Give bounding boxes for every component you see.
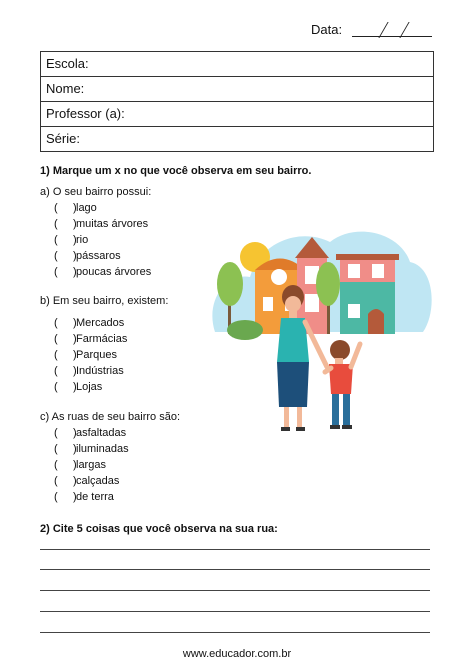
checkbox-paren[interactable]: ( ) xyxy=(54,381,77,393)
option-b-3[interactable]: ( )Parques xyxy=(54,349,117,361)
answer-line-1[interactable] xyxy=(40,549,430,550)
checkbox-paren[interactable]: ( ) xyxy=(54,266,77,278)
date-line[interactable] xyxy=(352,36,432,37)
option-a-5[interactable]: ( )poucas árvores xyxy=(54,266,152,278)
option-c-4[interactable]: ( )calçadas xyxy=(54,475,120,487)
checkbox-paren[interactable]: ( ) xyxy=(54,234,77,246)
grade-field[interactable]: Série: xyxy=(46,131,80,146)
option-c-3[interactable]: ( )largas xyxy=(54,459,106,471)
checkbox-paren[interactable]: ( ) xyxy=(54,218,77,230)
answer-line-2[interactable] xyxy=(40,569,430,570)
neighborhood-illustration xyxy=(205,222,435,437)
footer-website[interactable]: www.educador.com.br xyxy=(182,648,292,660)
checkbox-paren[interactable]: ( ) xyxy=(54,250,77,262)
option-a-3[interactable]: ( )rio xyxy=(54,234,89,246)
checkbox-paren[interactable]: ( ) xyxy=(54,443,77,455)
option-c-1[interactable]: ( )asfaltadas xyxy=(54,427,127,439)
checkbox-paren[interactable]: ( ) xyxy=(54,459,77,471)
bush-icon xyxy=(227,320,263,340)
option-b-1[interactable]: ( )Mercados xyxy=(54,317,125,329)
checkbox-paren[interactable]: ( ) xyxy=(54,333,77,345)
answer-line-3[interactable] xyxy=(40,590,430,591)
boy-figure xyxy=(325,340,360,429)
name-field[interactable]: Nome: xyxy=(41,77,433,102)
option-a-1[interactable]: ( )lago xyxy=(54,202,97,214)
question-1a-title: a) O seu bairro possui: xyxy=(40,186,152,198)
checkbox-paren[interactable]: ( ) xyxy=(54,491,77,503)
question-2-title: 2) Cite 5 coisas que você observa na sua rua: xyxy=(40,523,278,535)
checkbox-paren[interactable]: ( ) xyxy=(54,202,77,214)
question-1c-title: c) As ruas de seu bairro são: xyxy=(40,411,181,423)
checkbox-paren[interactable]: ( ) xyxy=(54,317,77,329)
question-1b-title: b) Em seu bairro, existem: xyxy=(40,295,169,307)
student-info-table xyxy=(40,51,434,152)
tree-middle-icon xyxy=(316,262,340,306)
school-field[interactable]: Escola: xyxy=(41,52,433,77)
answer-line-4[interactable] xyxy=(40,611,430,612)
option-c-2[interactable]: ( )iluminadas xyxy=(54,443,129,455)
checkbox-paren[interactable]: ( ) xyxy=(54,365,77,377)
option-c-5[interactable]: ( )de terra xyxy=(54,491,114,503)
checkbox-paren[interactable]: ( ) xyxy=(54,349,77,361)
answer-line-5[interactable] xyxy=(40,632,430,633)
checkbox-paren[interactable]: ( ) xyxy=(54,475,77,487)
option-b-2[interactable]: ( )Farmácias xyxy=(54,333,128,345)
teacher-field[interactable]: Professor (a): xyxy=(41,102,433,127)
option-a-2[interactable]: ( )muitas árvores xyxy=(54,218,149,230)
option-b-4[interactable]: ( )Indústrias xyxy=(54,365,124,377)
tree-left-icon xyxy=(217,262,243,306)
date-label: Data: xyxy=(311,22,343,37)
checkbox-paren[interactable]: ( ) xyxy=(54,427,77,439)
question-1-title: 1) Marque um x no que você observa em seu bairro. xyxy=(40,165,312,177)
option-b-5[interactable]: ( )Lojas xyxy=(54,381,103,393)
option-a-4[interactable]: ( )pássaros xyxy=(54,250,121,262)
